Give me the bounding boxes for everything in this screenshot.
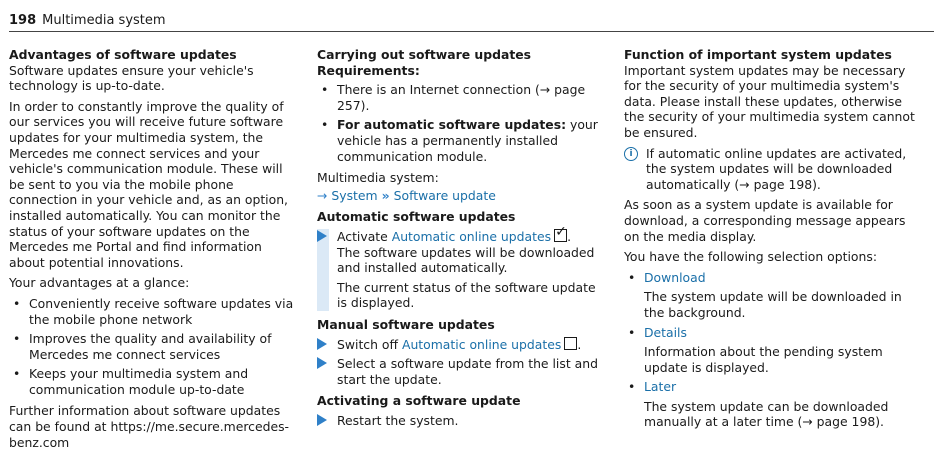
info-text: If automatic online updates are activated, the system updates will be downloaded automatically (→ page 198). (646, 145, 907, 192)
checked-checkbox-icon[interactable] (554, 229, 567, 242)
paragraph: Software updates ensure your vehicle's technology is up-to-date. (9, 62, 254, 94)
manual-step-2 (317, 356, 607, 387)
step-text (337, 229, 607, 276)
list-item: • Keeps your multimedia system and communication module up-to-date (9, 366, 299, 397)
step-arrow-icon (317, 357, 327, 369)
step-text-prefix: Switch off (337, 336, 402, 352)
paragraph: You have the following selection options: (624, 249, 877, 265)
step-arrow-icon (317, 338, 327, 350)
heading-activating: Activating a software update (317, 393, 521, 409)
path-software-update-link[interactable]: Software update (393, 187, 496, 203)
list-item: • There is an Internet connection (→ page 257). (317, 82, 607, 113)
column-right (624, 47, 924, 434)
step-status: The current status of the software update is displayed. (337, 279, 596, 311)
bold-label: For automatic software updates: (337, 117, 567, 133)
step-text-prefix: Activate (337, 228, 392, 244)
heading-manual: Manual software updates (317, 316, 495, 332)
header-rule (9, 31, 934, 32)
heading-carrying-out: Carrying out software updates (317, 47, 532, 62)
double-chevron-icon: » (381, 187, 390, 203)
path-label: Multimedia system: (317, 170, 439, 186)
automatic-updates-link[interactable]: Automatic online updates (391, 228, 552, 244)
paragraph: Important system updates may be necessary for the security of your multimedia system's data. Please install these updates, otherwise the security of your multimedia system cannot be ensured. (624, 62, 915, 140)
step-arrow-icon (317, 230, 327, 242)
option-later (624, 379, 924, 430)
automatic-step (317, 229, 607, 311)
option-details (624, 325, 924, 376)
activating-step (317, 413, 607, 429)
unchecked-checkbox-icon[interactable] (564, 337, 577, 350)
path-arrow-icon: → (317, 187, 328, 203)
paragraph: Your advantages at a glance: (9, 275, 190, 291)
option-description: The system update can be downloaded manually at a later time (→ page 198). (644, 398, 889, 430)
step-text: Select a software update from the list and start the update. (337, 356, 598, 387)
requirements-list (317, 82, 607, 164)
later-option-link[interactable]: Later (644, 379, 677, 395)
manual-step-1 (317, 337, 607, 353)
step-arrow-icon (317, 414, 327, 426)
path-system-link[interactable]: System (331, 187, 378, 203)
section-title: Multimedia system (42, 13, 166, 28)
advantages-list (9, 296, 299, 398)
step-text-suffix: . (567, 228, 572, 244)
step-result: The software updates will be downloaded and installed automatically. (337, 244, 595, 276)
selection-options-list (624, 270, 924, 430)
step-text-suffix: . (577, 336, 582, 352)
option-description: The system update will be downloaded in the background. (644, 289, 902, 320)
heading-automatic: Automatic software updates (317, 209, 516, 225)
paragraph: As soon as a system update is available for download, a corresponding message appears on the media display. (624, 197, 906, 244)
heading-requirements: Requirements: (317, 62, 420, 78)
step-bar (317, 229, 329, 311)
info-icon: i (624, 147, 638, 161)
automatic-updates-link[interactable]: Automatic online updates (401, 336, 562, 352)
list-item: • Improves the quality and availability of Mercedes me connect services (9, 331, 299, 362)
column-middle (317, 47, 607, 432)
details-option-link[interactable]: Details (644, 324, 687, 340)
list-item: • Conveniently receive software updates via the mobile phone network (9, 296, 299, 327)
info-note (624, 146, 924, 193)
menu-path (317, 188, 607, 204)
option-download (624, 270, 924, 321)
list-item (317, 117, 607, 164)
paragraph: In order to constantly improve the quality of our services you will receive future software updates for your multimedia system, the Mercedes me connect services and your vehicle's communication module. These will be sent to you via the mobile phone connection in your vehicle and, as an option, installed automatically. You can monitor the status of your software updates on the Mercedes me Portal and find information about potential innovations. (9, 98, 288, 270)
page-header (9, 13, 166, 29)
heading-important-updates: Function of important system updates (624, 47, 892, 62)
paragraph-further-info: Further information about software updates can be found at https://me.secure.mercedes-benz.com (9, 403, 290, 450)
option-description: Information about the pending system update is displayed. (644, 344, 883, 375)
page-number: 198 (9, 13, 37, 28)
heading-advantages: Advantages of software updates (9, 47, 237, 62)
column-left (9, 47, 299, 455)
download-option-link[interactable]: Download (644, 269, 706, 285)
list-item-text: your vehicle has a permanently installed communication module. (337, 117, 598, 164)
step-text: Restart the system. (337, 412, 459, 428)
